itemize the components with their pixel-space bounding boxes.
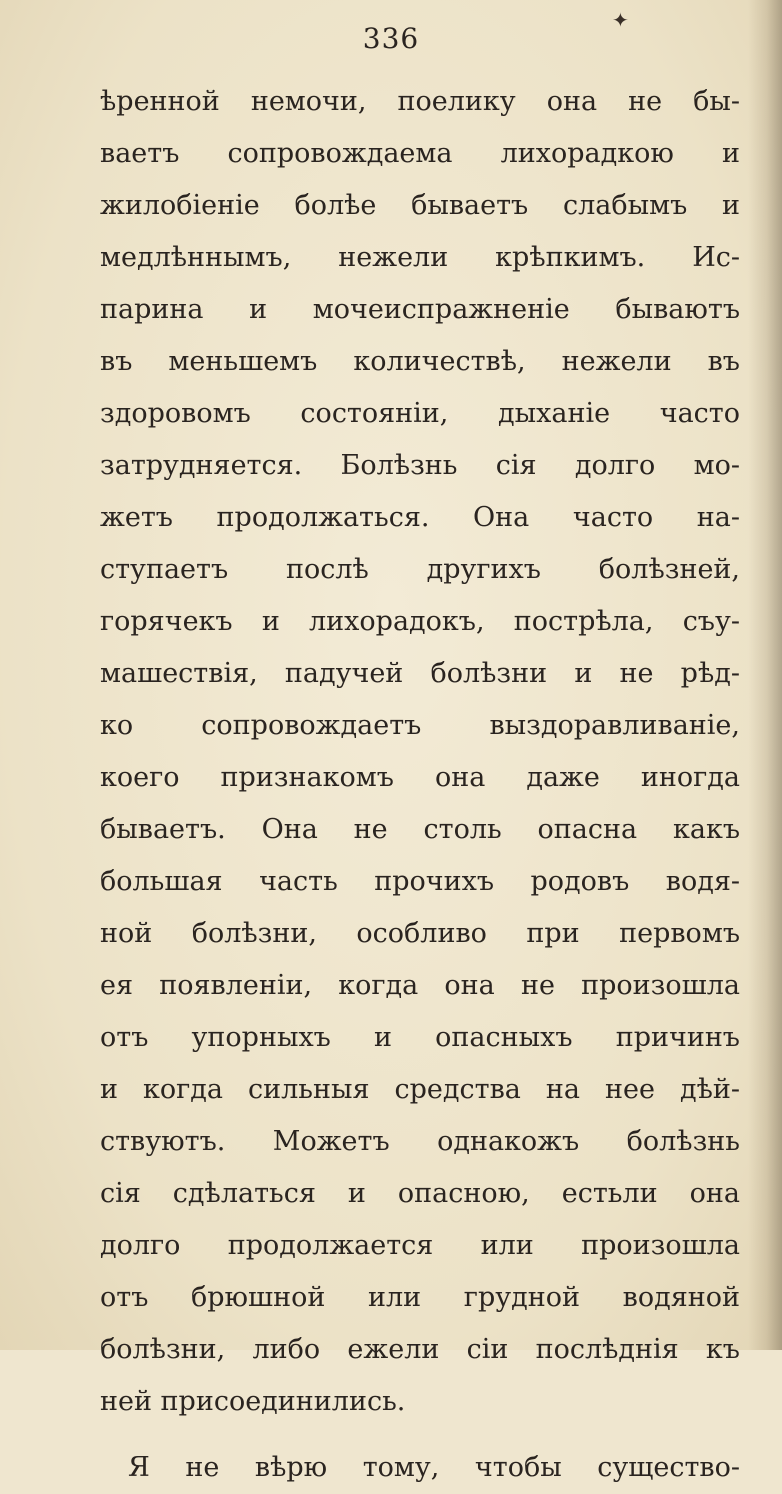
text-line: ствуютъ. Можетъ однакожъ болѣзнь [100,1126,740,1157]
paragraph [100,76,740,1428]
text-line: ѣренной немочи, поелику она не бы- [100,86,740,117]
text-line: въ меньшемъ количествѣ, нежели въ [100,346,740,377]
paragraph-gap [100,1428,740,1442]
text-line: жилобіеніе болѣе бываетъ слабымъ и [100,190,740,221]
text-line: ной болѣзни, особливо при первомъ [100,918,740,949]
text-line: машествія, падучей болѣзни и не рѣд- [100,658,740,689]
text-line: жетъ продолжаться. Она часто на- [100,502,740,533]
text-line: отъ упорныхъ и опасныхъ причинъ [100,1022,740,1053]
text-line: сія сдѣлаться и опасною, естьли она [100,1178,740,1209]
text-line: ко сопровождаетъ выздоравливаніе, [100,710,740,741]
page-number: 336 [362,22,420,55]
text-line: отъ брюшной или грудной водяной [100,1282,740,1313]
page-edge-shadow [748,0,782,1350]
text-line: парина и мочеиспражненіе бываютъ [100,294,740,325]
text-line: и когда сильныя средства на нее дѣй- [100,1074,740,1105]
text-line: долго продолжается или произошла [100,1230,740,1261]
text-line: здоровомъ состояніи, дыханіе часто [100,398,740,429]
text-line: коего признакомъ она даже иногда [100,762,740,793]
text-line: бываетъ. Она не столь опасна какъ [100,814,740,845]
text-line: ступаетъ послѣ другихъ болѣзней, [100,554,740,585]
text-line: ней присоединились. [100,1386,406,1417]
text-line: горячекъ и лихорадокъ, пострѣла, съу- [100,606,740,637]
text-body [100,76,740,1494]
text-line: ваетъ сопровождаема лихорадкою и [100,138,740,169]
text-line: болѣзни, либо ежели сіи послѣднія къ [100,1334,740,1365]
text-line: затрудняется. Болѣзнь сія долго мо- [100,450,740,481]
text-line: ея появленіи, когда она не произошла [100,970,740,1001]
ink-blot-mark: ✦ [612,8,629,32]
text-line: медлѣннымъ, нежели крѣпкимъ. Ис- [100,242,740,273]
text-line: большая часть прочихъ родовъ водя- [100,866,740,897]
paragraph [100,1442,740,1494]
text-line: Я не вѣрю тому, чтобы существо- [128,1452,740,1483]
